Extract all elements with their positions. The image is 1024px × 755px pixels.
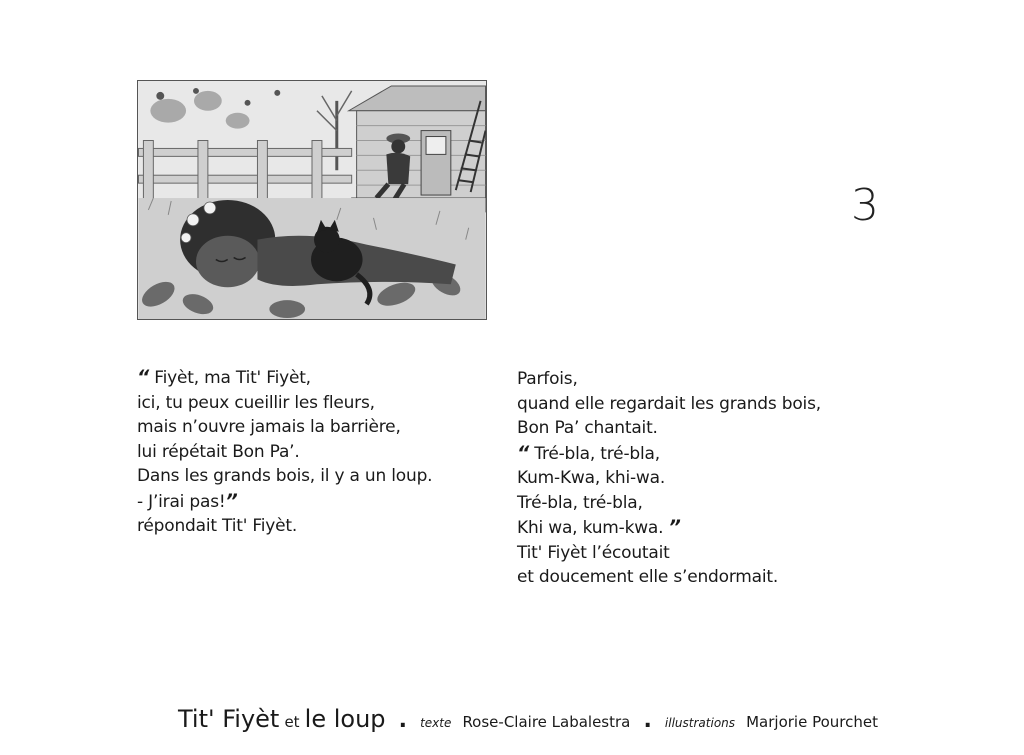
text-line: Parfois, bbox=[517, 369, 578, 389]
text-line-content: Fiyèt, ma Tit' Fiyèt, bbox=[154, 368, 311, 388]
text-line bbox=[517, 515, 821, 541]
text-line-content: - J’irai pas! bbox=[137, 491, 226, 512]
text-line: quand elle regardait les grands bois, bbox=[517, 393, 821, 414]
opening-quote: “ bbox=[517, 441, 530, 464]
text-line bbox=[137, 365, 432, 391]
text-line: Kum-Kwa, khi-wa. bbox=[517, 468, 666, 488]
text-line bbox=[517, 441, 821, 467]
text-role-label: texte bbox=[420, 716, 452, 730]
closing-quote: ” bbox=[225, 489, 238, 512]
text-line-content: Tré-bla, tré-bla, bbox=[534, 443, 660, 464]
illustrations-role-label: illustrations bbox=[664, 716, 736, 730]
book-title-part1: Tit' Fiyèt bbox=[178, 705, 280, 733]
text-line: Dans les grands bois, il y a un loup. bbox=[137, 466, 433, 486]
text-line: lui répétait Bon Pa’. bbox=[137, 441, 300, 462]
left-text-block bbox=[137, 365, 432, 539]
separator-dot: . bbox=[643, 708, 652, 733]
book-title-part2: le loup bbox=[304, 705, 386, 733]
girl-sleeping-with-cat-illustration bbox=[138, 81, 486, 319]
separator-dot: . bbox=[398, 708, 407, 733]
book-footer bbox=[178, 705, 878, 733]
text-line: mais n’ouvre jamais la barrière, bbox=[137, 417, 401, 437]
author-name: Rose-Claire Labalestra bbox=[462, 713, 631, 731]
text-line: et doucement elle s’endormait. bbox=[517, 567, 779, 587]
illustrator-name: Marjorie Pourchet bbox=[746, 713, 878, 731]
text-line: répondait Tit' Fiyèt. bbox=[137, 516, 298, 536]
text-line: Tré-bla, tré-bla, bbox=[517, 492, 643, 513]
text-line: ici, tu peux cueillir les fleurs, bbox=[137, 392, 375, 413]
text-line bbox=[137, 489, 432, 515]
opening-quote: “ bbox=[137, 366, 150, 388]
closing-quote: ” bbox=[668, 516, 681, 538]
text-line-content: Khi wa, kum-kwa. bbox=[517, 518, 664, 538]
book-title-connector: et bbox=[284, 713, 300, 731]
page-number: 3 bbox=[851, 180, 879, 231]
text-line: Bon Pa’ chantait. bbox=[517, 418, 658, 438]
story-illustration bbox=[137, 80, 487, 320]
text-line: Tit' Fiyèt l’écoutait bbox=[517, 542, 670, 563]
right-text-block bbox=[517, 367, 821, 590]
